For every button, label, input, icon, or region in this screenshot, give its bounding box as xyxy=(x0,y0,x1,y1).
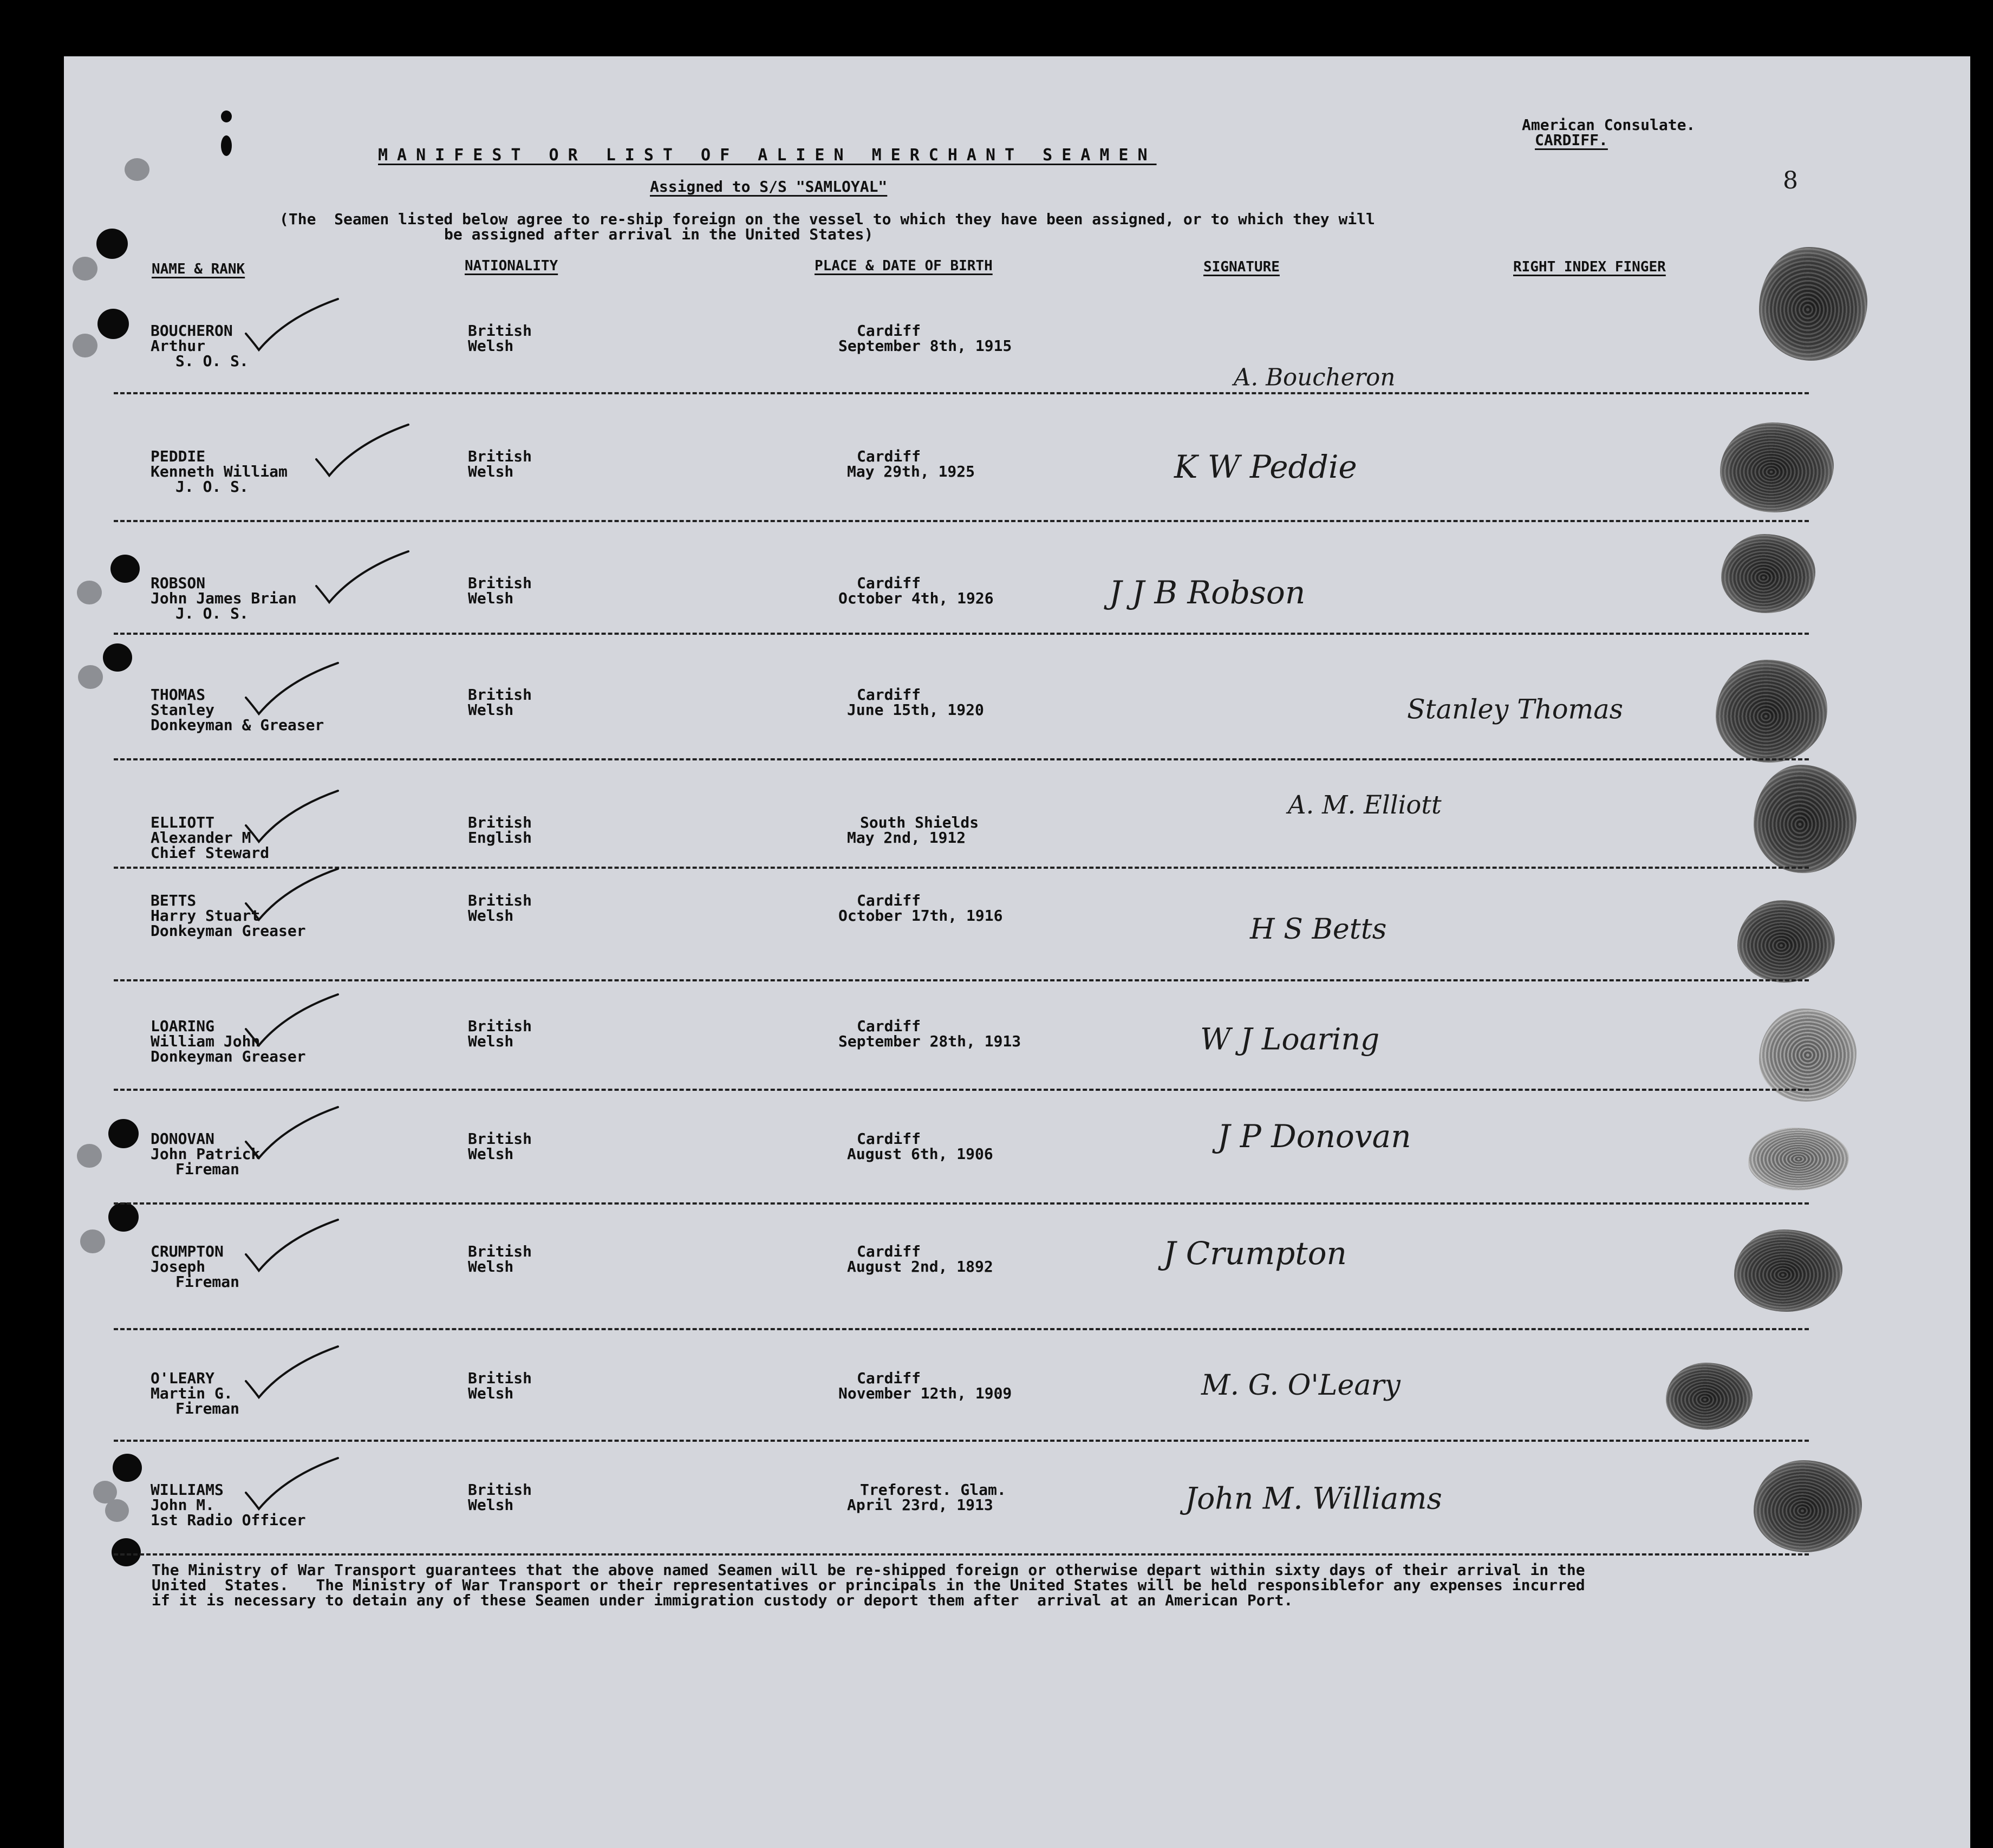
check-mark-icon xyxy=(313,548,411,608)
vessel-assignment: Assigned to S/S "SAMLOYAL" xyxy=(650,178,888,196)
row-separator xyxy=(114,758,1809,760)
ink-speck xyxy=(221,110,232,122)
birth-date: August 6th, 1906 xyxy=(847,1145,993,1163)
seaman-origin: Welsh xyxy=(468,1145,514,1163)
seaman-given-names: Stanley xyxy=(151,701,215,719)
seaman-given-names: John M. xyxy=(151,1496,215,1514)
check-mark-icon xyxy=(243,1343,340,1403)
guarantee-line1: The Ministry of War Transport guarantees that the above named Seamen will be re-shipped foreign or otherwise depart within sixty days of their arrival in the xyxy=(152,1561,1585,1579)
punch-hole xyxy=(73,257,97,281)
fingerprint-image xyxy=(1721,534,1815,613)
handwritten-signature: K W Peddie xyxy=(1174,448,1357,485)
punch-hole xyxy=(73,334,97,357)
agreement-note-line2: be assigned after arrival in the United States) xyxy=(444,225,874,243)
seaman-origin: Welsh xyxy=(468,589,514,607)
birth-date: September 28th, 1913 xyxy=(838,1032,1021,1050)
birth-place: South Shields xyxy=(860,814,979,831)
seaman-rank: J. O. S. xyxy=(175,478,249,496)
fingerprint-image xyxy=(1720,422,1834,512)
birth-date: May 2nd, 1912 xyxy=(847,829,966,847)
fingerprint-image xyxy=(1734,1229,1842,1312)
seaman-origin: Welsh xyxy=(468,1032,514,1050)
seaman-given-names: William John xyxy=(151,1032,260,1050)
check-mark-icon xyxy=(243,1104,340,1163)
birth-date: September 8th, 1915 xyxy=(838,337,1012,355)
handwritten-signature: J J B Robson xyxy=(1109,574,1306,611)
punch-hole xyxy=(108,1119,139,1148)
birth-date: August 2nd, 1892 xyxy=(847,1258,993,1276)
seaman-nationality: British xyxy=(468,1130,532,1148)
seaman-origin: Welsh xyxy=(468,907,514,925)
row-separator xyxy=(114,1553,1809,1556)
birth-date: November 12th, 1909 xyxy=(838,1384,1012,1402)
seaman-rank: 1st Radio Officer xyxy=(151,1511,306,1529)
punch-hole xyxy=(78,665,103,689)
seaman-origin: Welsh xyxy=(468,1258,514,1276)
seaman-nationality: British xyxy=(468,814,532,831)
punch-hole xyxy=(80,1229,105,1253)
guarantee-line3: if it is necessary to detain any of these Seamen under immigration custody or deport them after arrival at an American Port. xyxy=(152,1591,1293,1609)
row-separator xyxy=(114,867,1809,869)
fingerprint-image xyxy=(1666,1363,1753,1430)
birth-date: June 15th, 1920 xyxy=(847,701,984,719)
page-title: MANIFEST OR LIST OF ALIEN MERCHANT SEAMEN xyxy=(378,146,1157,165)
birth-place: Cardiff xyxy=(857,1130,921,1148)
seaman-origin: Welsh xyxy=(468,337,514,355)
seaman-given-names: John James Brian xyxy=(151,589,297,607)
birth-place: Cardiff xyxy=(857,686,921,704)
seaman-origin: Welsh xyxy=(468,1496,514,1514)
seaman-given-names: Joseph xyxy=(151,1258,206,1276)
row-separator xyxy=(114,1440,1809,1442)
birth-place: Cardiff xyxy=(857,447,921,465)
seaman-nationality: British xyxy=(468,574,532,592)
column-header-signature: SIGNATURE xyxy=(1203,259,1280,275)
seaman-nationality: British xyxy=(468,892,532,909)
column-header-place-date-birth: PLACE & DATE OF BIRTH xyxy=(815,258,993,274)
seaman-nationality: British xyxy=(468,322,532,340)
guarantee-line2: United States. The Ministry of War Transport or their representatives or principals in the United States will be held responsiblefor any expenses incurred xyxy=(152,1576,1585,1594)
birth-date: April 23rd, 1913 xyxy=(847,1496,993,1514)
birth-place: Cardiff xyxy=(857,1017,921,1035)
birth-place: Cardiff xyxy=(857,892,921,909)
seaman-surname: BOUCHERON xyxy=(151,322,233,340)
handwritten-signature: A. Boucheron xyxy=(1234,363,1396,391)
seaman-rank: Donkeyman Greaser xyxy=(151,1047,306,1065)
seaman-surname: PEDDIE xyxy=(151,447,206,465)
birth-place: Cardiff xyxy=(857,322,921,340)
row-separator xyxy=(114,633,1809,635)
seaman-surname: ELLIOTT xyxy=(151,814,215,831)
punch-hole xyxy=(108,1202,139,1232)
punch-hole xyxy=(96,229,128,259)
birth-place: Treforest. Glam. xyxy=(860,1481,1006,1499)
handwritten-signature: John M. Williams xyxy=(1185,1481,1442,1516)
punch-hole xyxy=(112,1538,141,1566)
punch-hole xyxy=(113,1454,142,1482)
handwritten-signature: J P Donovan xyxy=(1217,1118,1411,1155)
check-mark-icon xyxy=(243,1216,340,1276)
handwritten-signature: H S Betts xyxy=(1250,912,1387,946)
seaman-given-names: John Patrick xyxy=(151,1145,260,1163)
fingerprint-image xyxy=(1759,1008,1857,1102)
punch-hole xyxy=(77,581,102,604)
seaman-given-names: Harry Stuart xyxy=(151,907,260,925)
seaman-surname: WILLIAMS xyxy=(151,1481,224,1499)
seaman-surname: DONOVAN xyxy=(151,1130,215,1148)
birth-date: October 4th, 1926 xyxy=(838,589,994,607)
seaman-given-names: Arthur xyxy=(151,337,206,355)
punch-hole xyxy=(110,555,140,583)
row-separator xyxy=(114,1089,1809,1091)
row-separator xyxy=(114,392,1809,394)
seaman-nationality: British xyxy=(468,1481,532,1499)
page-number: 8 xyxy=(1783,167,1798,194)
seaman-nationality: British xyxy=(468,1242,532,1260)
punch-hole xyxy=(103,643,132,672)
seaman-nationality: British xyxy=(468,1017,532,1035)
seaman-surname: THOMAS xyxy=(151,686,206,704)
row-separator xyxy=(114,1328,1809,1330)
fingerprint-image xyxy=(1754,1460,1862,1552)
punch-hole xyxy=(97,309,129,339)
birth-place: Cardiff xyxy=(857,1242,921,1260)
row-separator xyxy=(114,1202,1809,1205)
birth-place: Cardiff xyxy=(857,1369,921,1387)
punch-hole xyxy=(125,158,149,181)
check-mark-icon xyxy=(243,296,340,355)
ink-speck xyxy=(221,135,232,156)
seaman-surname: BETTS xyxy=(151,892,197,909)
handwritten-signature: W J Loaring xyxy=(1200,1021,1380,1057)
seaman-given-names: Alexander M xyxy=(151,829,251,847)
seaman-given-names: Martin G. xyxy=(151,1384,233,1402)
birth-place: Cardiff xyxy=(857,574,921,592)
birth-date: May 29th, 1925 xyxy=(847,463,975,480)
handwritten-signature: M. G. O'Leary xyxy=(1201,1368,1401,1402)
seaman-origin: Welsh xyxy=(468,463,514,480)
seaman-origin: Welsh xyxy=(468,1384,514,1402)
seaman-nationality: British xyxy=(468,447,532,465)
seaman-given-names: Kenneth William xyxy=(151,463,288,480)
seaman-origin: Welsh xyxy=(468,701,514,719)
seaman-rank: Donkeyman Greaser xyxy=(151,922,306,940)
seaman-surname: O'LEARY xyxy=(151,1369,215,1387)
consulate-name: American Consulate. xyxy=(1522,116,1696,134)
seaman-surname: CRUMPTON xyxy=(151,1242,224,1260)
check-mark-icon xyxy=(243,991,340,1051)
seaman-rank: Fireman xyxy=(175,1273,240,1291)
manifest-page xyxy=(64,56,1970,1848)
handwritten-signature: A. M. Elliott xyxy=(1288,790,1442,820)
fingerprint-image xyxy=(1754,765,1857,873)
seaman-rank: J. O. S. xyxy=(175,604,249,622)
row-separator xyxy=(114,520,1809,522)
column-header-name-rank: NAME & RANK xyxy=(152,261,245,277)
column-header-right-index-finger: RIGHT INDEX FINGER xyxy=(1513,259,1666,275)
check-mark-icon xyxy=(243,660,340,719)
consulate-city: CARDIFF. xyxy=(1535,131,1608,149)
seaman-rank: Chief Steward xyxy=(151,844,270,862)
row-separator xyxy=(114,979,1809,981)
agreement-note-line1: (The Seamen listed below agree to re-ship foreign on the vessel to which they have been assigned, or to which they will xyxy=(279,210,1375,228)
seaman-nationality: British xyxy=(468,1369,532,1387)
check-mark-icon xyxy=(313,421,411,481)
fingerprint-image xyxy=(1716,660,1827,763)
seaman-rank: S. O. S. xyxy=(175,352,249,370)
seaman-rank: Donkeyman & Greaser xyxy=(151,716,324,734)
seaman-surname: LOARING xyxy=(151,1017,215,1035)
handwritten-signature: J Crumpton xyxy=(1163,1235,1347,1272)
punch-hole xyxy=(105,1499,129,1522)
fingerprint-image xyxy=(1748,1128,1849,1190)
fingerprint-image xyxy=(1759,247,1867,361)
check-mark-icon xyxy=(243,1455,340,1514)
seaman-origin: English xyxy=(468,829,532,847)
seaman-surname: ROBSON xyxy=(151,574,206,592)
check-mark-icon xyxy=(243,866,340,925)
handwritten-signature: Stanley Thomas xyxy=(1407,693,1623,725)
fingerprint-image xyxy=(1737,900,1835,982)
column-header-nationality: NATIONALITY xyxy=(465,258,558,274)
seaman-rank: Fireman xyxy=(175,1400,240,1417)
seaman-rank: Fireman xyxy=(175,1160,240,1178)
check-mark-icon xyxy=(243,788,340,847)
punch-hole xyxy=(77,1144,102,1168)
birth-date: October 17th, 1916 xyxy=(838,907,1003,925)
seaman-nationality: British xyxy=(468,686,532,704)
